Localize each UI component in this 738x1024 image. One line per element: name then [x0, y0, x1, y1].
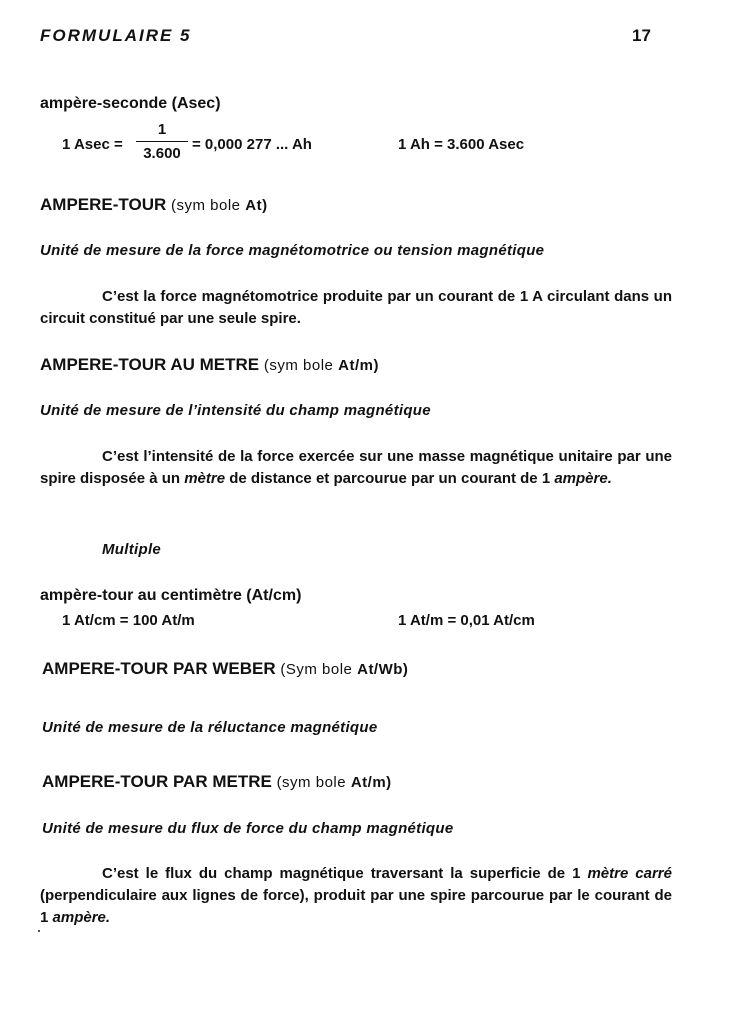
at-subtitle: Unité de mesure de la force magnétomotrice ou tension magnétique [40, 242, 545, 259]
asec-fraction [136, 121, 188, 163]
fraction-numerator: 1 [157, 121, 167, 138]
atpm-body [40, 863, 672, 929]
atm-title: AMPERE-TOUR AU METRE [40, 355, 260, 374]
atpm-body-text-2: (perpendiculaire aux lignes de force), produit par une spire parcourue par le courant de 1 [40, 887, 672, 926]
atm-symbol-prefix: (sym bole [263, 357, 334, 374]
atpm-body-italic-1: mètre carré [587, 865, 672, 882]
atm-section-title [40, 355, 379, 375]
atwb-subtitle: Unité de mesure de la réluctance magnétique [42, 719, 378, 736]
atpm-section-title [42, 772, 392, 792]
atpm-symbol-prefix: (sym bole [276, 774, 347, 791]
atm-body-text-1: C’est l’intensité de la force exercée sur une masse magnétique unitaire par une spire disposée à un [40, 448, 672, 487]
atpm-symbol: At/m) [350, 774, 392, 791]
atm-body [40, 446, 672, 490]
ah-formula: 1 Ah = 3.600 Asec [398, 136, 525, 153]
running-header: FORMULAIRE 5 [40, 26, 192, 45]
at-title: AMPERE-TOUR [40, 195, 167, 214]
asec-heading: ampère-seconde (Asec) [40, 95, 221, 112]
at-body-text: C’est la force magnétomotrice produite par un courant de 1 A circulant dans un circuit constitué par une seule spire. [40, 288, 672, 327]
atm-body-italic-2: ampère. [554, 470, 612, 487]
atpm-body-text-1: C’est le flux du champ magnétique traversant la superficie de 1 [102, 865, 581, 882]
atwb-symbol: At/Wb) [357, 661, 409, 678]
atpm-body-italic-2: ampère. [52, 909, 111, 926]
at-section-title [40, 195, 268, 215]
atcm-formula-right: 1 At/m = 0,01 At/cm [398, 612, 535, 629]
atm-body-italic-1: mètre [184, 470, 226, 487]
scan-speck [38, 930, 40, 932]
at-body [40, 286, 672, 330]
atpm-title: AMPERE-TOUR PAR METRE [42, 772, 272, 791]
atwb-symbol-prefix: (Sym bole [280, 661, 353, 678]
atcm-formula-left: 1 At/cm = 100 At/m [62, 612, 195, 629]
asec-formula-rhs: = 0,000 277 ... Ah [192, 136, 312, 153]
atpm-subtitle: Unité de mesure du flux de force du champ magnétique [42, 820, 454, 837]
at-symbol: At) [245, 197, 268, 214]
atwb-title: AMPERE-TOUR PAR WEBER [42, 659, 276, 678]
multiple-label: Multiple [102, 541, 162, 558]
fraction-bar [136, 141, 188, 142]
atm-body-text-2: de distance et parcourue par un courant de 1 [229, 470, 551, 487]
asec-formula-lhs: 1 Asec = [62, 136, 123, 153]
atm-symbol: At/m) [338, 357, 379, 374]
fraction-denominator: 3.600 [143, 145, 181, 162]
atwb-section-title [42, 659, 408, 679]
at-symbol-prefix: (sym bole [170, 197, 241, 214]
atm-subtitle: Unité de mesure de l’intensité du champ magnétique [40, 402, 431, 419]
page-number: 17 [632, 26, 651, 45]
atcm-heading: ampère-tour au centimètre (At/cm) [40, 587, 302, 604]
